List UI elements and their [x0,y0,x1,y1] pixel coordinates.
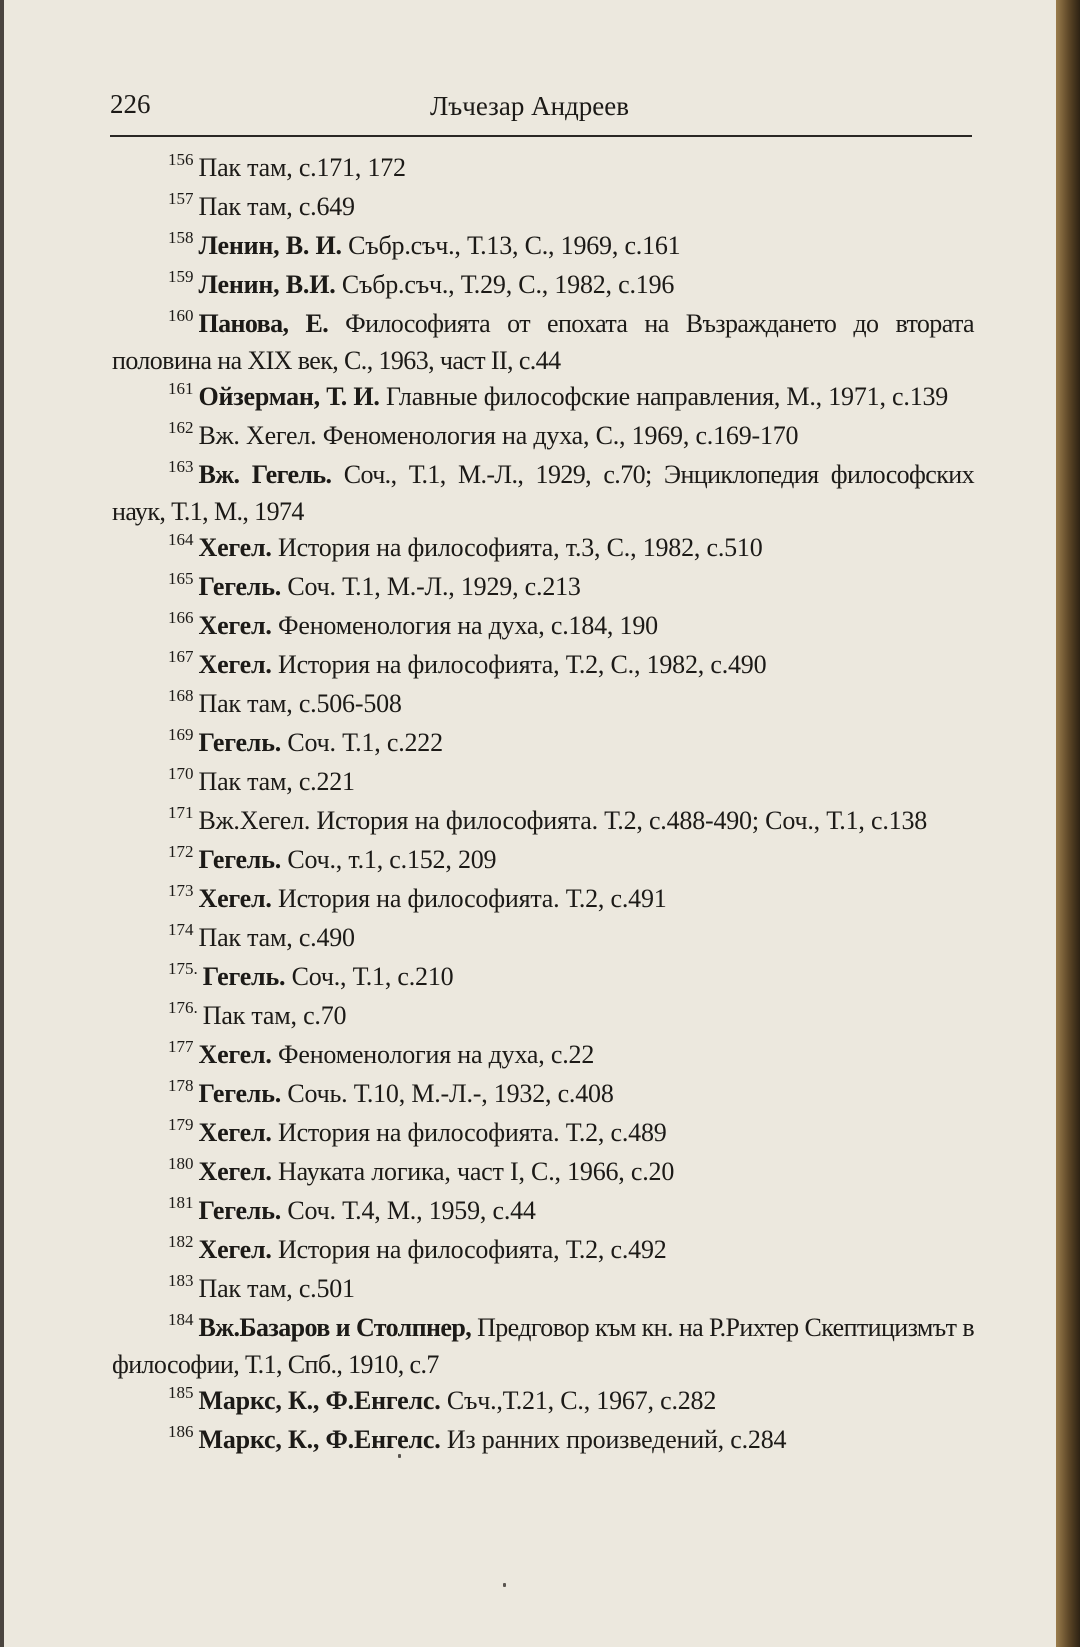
footnote-number: 169 [168,725,194,744]
footnote [112,960,974,997]
footnote [112,458,974,529]
footnote-author: Хегел. [198,884,272,913]
footnote-author: Маркс, К., Ф.Енгелс. [198,1386,441,1415]
footnote-number: 172 [168,842,194,861]
footnote [112,687,974,724]
footnote-author: Хегел. [198,1040,272,1069]
footnote-text: Из ранних произведений, с.284 [440,1425,787,1454]
footnote-number: 162 [168,418,194,437]
footnote-text: Пак там, с.490 [198,923,355,952]
footnote-number: 171 [168,803,194,822]
footnote-text: Философията от епохата на Възраждането до втората половина на XIX век, С., 1963, част II, с.44 [112,309,974,375]
footnote-author: Ленин, В. И. [198,231,342,260]
footnote-text: Пак там, с.70 [202,1001,347,1030]
footnote-number: 167 [168,647,194,666]
footnote-number: 179 [168,1115,194,1134]
footnote [112,648,974,685]
footnote-author: Гегель. [198,728,282,757]
footnote-author: Хегел. [198,611,272,640]
footnote [112,419,974,456]
footnote-number: 180 [168,1154,194,1173]
footnote-author: Гегель. [198,1079,282,1108]
footnotes-list [112,151,974,1462]
footnote [112,765,974,802]
footnote-text: Вж. Хегел. Феноменология на духа, С., 1969, с.169-170 [198,421,799,450]
footnote-number: 161 [168,379,194,398]
footnote-number: 178 [168,1076,194,1095]
page-edge-shadow [0,0,4,1647]
footnote-number: 173 [168,881,194,900]
footnote [112,609,974,646]
footnote-number: 181 [168,1193,194,1212]
footnote [112,726,974,763]
footnote-author: Вж. Гегель. [198,460,332,489]
footnote-text: История на философията, Т.2, С., 1982, с.490 [271,650,767,679]
footnote [112,531,974,568]
footnote [112,1116,974,1153]
footnote-text: Предговор към кн. на Р.Рихтер Скептицизмът в философии, Т.1, Спб., 1910, с.7 [112,1313,974,1379]
page-header [110,86,970,126]
footnote [112,151,974,188]
footnote-number: 177 [168,1037,194,1056]
footnote-text: Пак там, с.501 [198,1274,355,1303]
footnote [112,1423,974,1460]
footnote [112,570,974,607]
footnote [112,1038,974,1075]
footnote-number: 156 [168,150,194,169]
footnote-number: 166 [168,608,194,627]
footnote [112,1311,974,1382]
footnote-text: Соч., Т.1, с.210 [285,962,454,991]
footnote-author: Маркс, К., Ф.Енгелс. [198,1425,441,1454]
footnote [112,921,974,958]
footnote-author: Хегел. [198,533,272,562]
footnote-text: История на философията, т.3, С., 1982, с.510 [271,533,763,562]
footnote-author: Гегель. [198,572,282,601]
footnote-text: Соч. Т.1, М.-Л., 1929, с.213 [281,572,581,601]
footnote [112,380,974,417]
footnote-number: 175. [168,959,198,978]
footnote [112,268,974,305]
footnote-author: Хегел. [198,650,272,679]
footnote-number: 168 [168,686,194,705]
footnote-text: Вж.Хегел. История на философията. Т.2, с.488-490; Соч., Т.1, с.138 [198,806,928,835]
footnote [112,1233,974,1270]
running-title: Лъчезар Андреев [430,91,629,121]
footnote [112,999,974,1036]
header-rule [110,135,972,137]
footnote [112,1384,974,1421]
footnote-author: Ленин, В.И. [198,270,336,299]
footnote-text: Събр.съч., Т.13, С., 1969, с.161 [341,231,681,260]
footnote-number: 183 [168,1271,194,1290]
footnote-number: 185 [168,1383,194,1402]
footnote-number: 165 [168,569,194,588]
footnote-number: 160 [168,306,194,325]
footnote-author: Ойзерман, Т. И. [198,382,380,411]
footnote-text: Съч.,Т.21, С., 1967, с.282 [440,1386,717,1415]
page-number: 226 [110,89,151,119]
footnote-text: Главные философские направления, М., 1971, с.139 [379,382,949,411]
footnote [112,307,974,378]
footnote-author: Хегел. [198,1157,272,1186]
footnote-text: Феноменология на духа, с.184, 190 [271,611,658,640]
footnote-author: Гегель. [198,1196,282,1225]
footnote-text: Соч., Т.1, М.-Л., 1929, с.70; Энциклопедия философских наук, Т.1, М., 1974 [112,460,974,526]
footnote-number: 164 [168,530,194,549]
footnote [112,1155,974,1192]
footnote [112,882,974,919]
footnote-number: 159 [168,267,194,286]
footnote-text: Пак там, с.506-508 [198,689,402,718]
footnote-text: Събр.съч., Т.29, С., 1982, с.196 [335,270,675,299]
footnote [112,804,974,841]
footnote-number: 186 [168,1422,194,1441]
footnote [112,190,974,227]
footnote-author: Гегель. [198,845,282,874]
footnote-number: 176. [168,998,198,1017]
footnote-author: Панова, Е. [198,309,329,338]
footnote-number: 184 [168,1310,194,1329]
footnote-text: Пак там, с.171, 172 [198,153,406,182]
footnote [112,843,974,880]
footnote [112,1272,974,1309]
footnote [112,229,974,266]
footnote-author: Вж.Базаров и Столпнер, [198,1313,472,1342]
footnote-text: Соч. Т.1, с.222 [281,728,443,757]
footnote-text: Соч. Т.4, М., 1959, с.44 [281,1196,536,1225]
footnote-text: Науката логика, част I, С., 1966, с.20 [271,1157,675,1186]
print-speck [398,1454,401,1458]
footnote-number: 158 [168,228,194,247]
footnote [112,1077,974,1114]
footnote-number: 157 [168,189,194,208]
footnote-number: 170 [168,764,194,783]
footnote-number: 182 [168,1232,194,1251]
footnote-text: Феноменология на духа, с.22 [271,1040,595,1069]
footnote-text: Пак там, с.649 [198,192,355,221]
footnote-author: Хегел. [198,1235,272,1264]
footnote-author: Хегел. [198,1118,272,1147]
footnote-number: 174 [168,920,194,939]
footnote-number: 163 [168,457,194,476]
print-speck [503,1583,506,1587]
book-spine-shadow [1056,0,1080,1647]
footnote-author: Гегель. [202,962,286,991]
footnote-text: Сочь. Т.10, М.-Л.-, 1932, с.408 [281,1079,614,1108]
footnote [112,1194,974,1231]
footnote-text: Соч., т.1, с.152, 209 [281,845,497,874]
footnote-text: История на философията. Т.2, с.491 [271,884,667,913]
footnote-text: История на философията. Т.2, с.489 [271,1118,667,1147]
footnote-text: История на философията, Т.2, с.492 [271,1235,667,1264]
footnote-text: Пак там, с.221 [198,767,355,796]
